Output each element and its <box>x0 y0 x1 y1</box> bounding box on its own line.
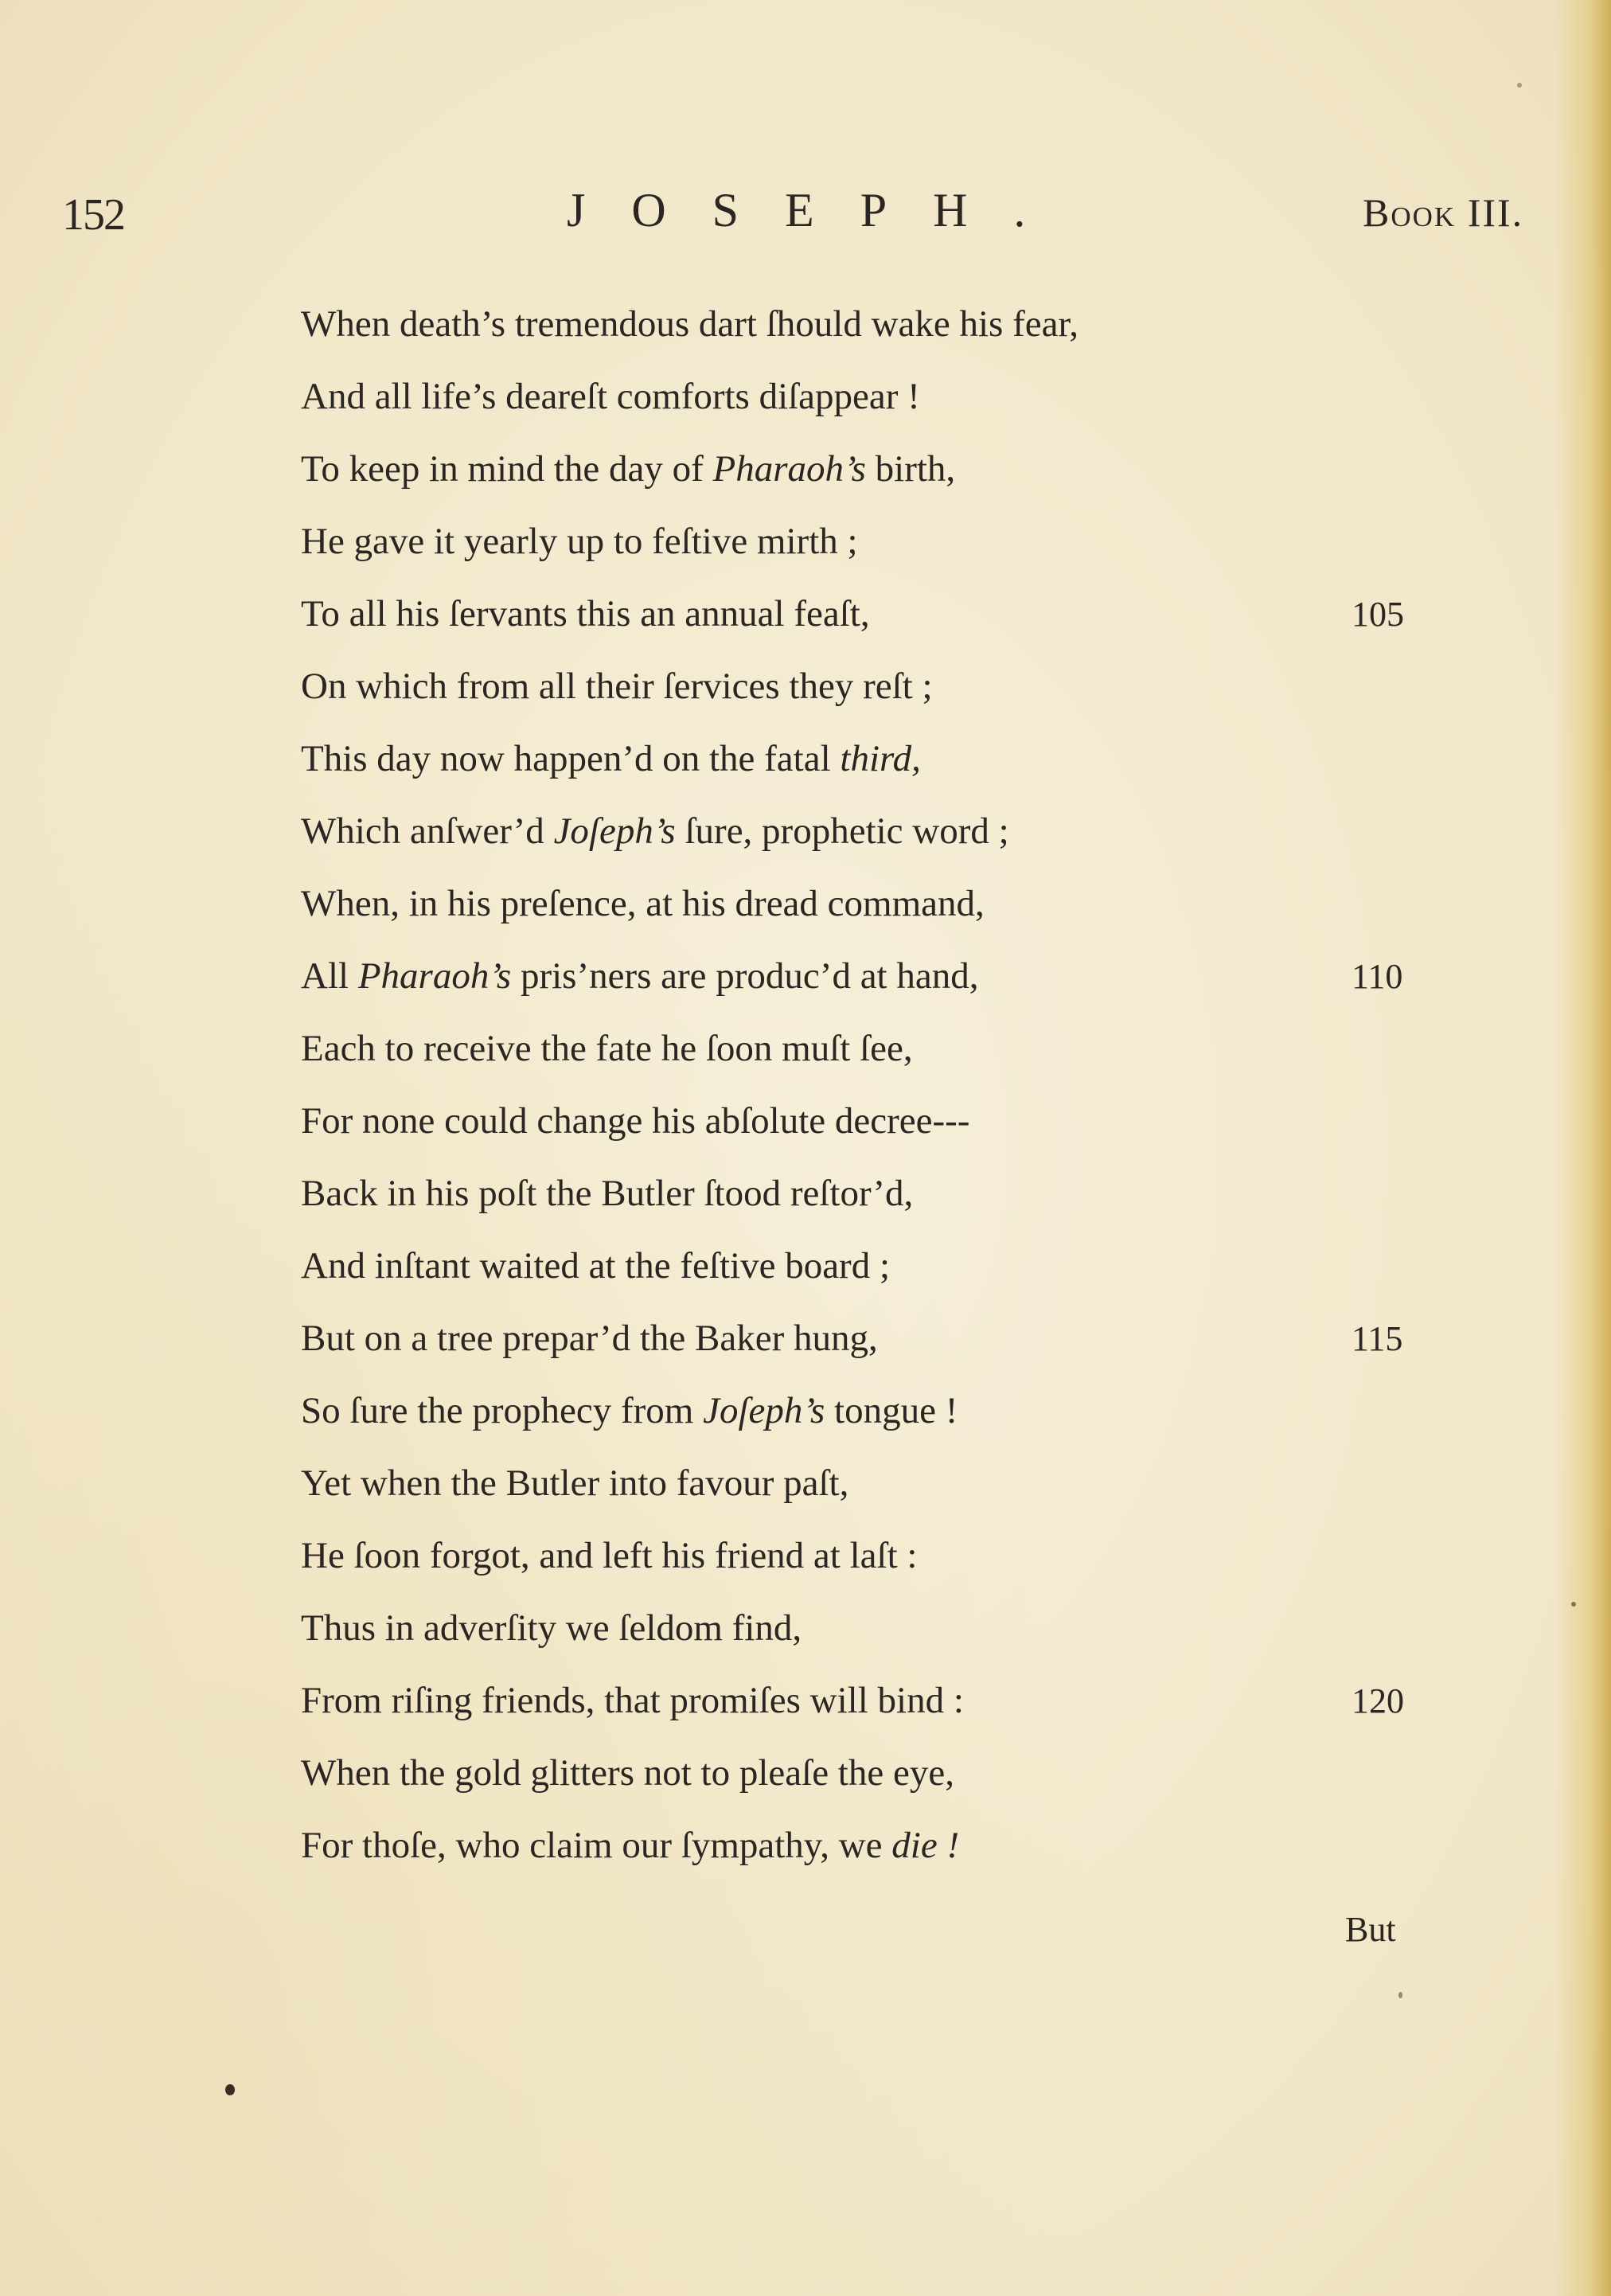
verse-text: Which anſwer’d <box>301 810 554 852</box>
verse-text: To keep in mind the day of <box>301 448 713 490</box>
verse-line <box>301 795 1367 868</box>
verse-line <box>301 1520 1367 1592</box>
verse-line <box>301 650 1367 723</box>
verse-line <box>301 1810 1367 1882</box>
verse-line <box>301 1447 1367 1520</box>
verse-line <box>301 361 1367 433</box>
verse-text: For none could change his abſolute decree--- <box>301 1100 970 1142</box>
page-number: 152 <box>62 190 124 240</box>
verse-line <box>301 868 1367 940</box>
verse-text: Back in his poſt the Butler ſtood reſtor’d, <box>301 1173 914 1214</box>
verse-text: He ſoon forgot, and left his friend at laſt : <box>301 1535 918 1576</box>
verse-text: From riſing friends, that promiſes will bind : <box>301 1680 964 1721</box>
verse-line <box>301 1375 1367 1447</box>
verse-italic-name: Pharaoh’s <box>357 955 512 997</box>
verse-line <box>301 1230 1367 1302</box>
verse-italic-name: Joſeph’s <box>553 810 676 852</box>
verse-text: pris’ners are produc’d at hand, <box>511 955 979 997</box>
running-title: JOSEPH. <box>567 184 1072 236</box>
verse-text: But on a tree prepar’d the Baker hung, <box>301 1318 878 1359</box>
catchword: But <box>1345 1910 1396 1949</box>
line-number: 105 <box>1352 595 1404 634</box>
verse-text: When the gold glitters not to pleaſe the eye, <box>301 1752 954 1794</box>
line-number: 115 <box>1352 1319 1403 1358</box>
verse-text: All <box>301 955 358 997</box>
verse-text: ſure, prophetic word ; <box>675 810 1009 852</box>
line-number: 120 <box>1352 1681 1404 1720</box>
paper-speck <box>1517 83 1522 88</box>
verse-text: tongue ! <box>825 1390 958 1431</box>
verse-text: And all life’s deareſt comforts diſappear ! <box>301 376 920 417</box>
page-edge-shading <box>1555 0 1611 2296</box>
verse-line <box>301 506 1367 578</box>
book-label <box>1363 189 1523 236</box>
verse-italic-name: die ! <box>891 1825 960 1866</box>
verse-line <box>301 723 1367 795</box>
verse-text: Each to receive the fate he ſoon muſt ſee, <box>301 1028 913 1069</box>
verse-text: He gave it yearly up to feſtive mirth ; <box>301 521 858 562</box>
verse-line <box>301 578 1404 650</box>
verse-line <box>301 1302 1403 1375</box>
verse-line <box>301 1592 1367 1665</box>
book-numeral: III. <box>1467 190 1524 235</box>
paper-speck <box>225 2084 235 2095</box>
page-header <box>0 183 1611 255</box>
verse-text: Thus in adverſity we ſeldom find, <box>301 1607 802 1649</box>
book-word: Book <box>1363 190 1457 235</box>
verse-text: So ſure the prophecy from <box>301 1390 704 1431</box>
verse-line <box>301 1085 1367 1158</box>
verse-line <box>301 1737 1367 1810</box>
poem-text <box>301 288 1404 1882</box>
verse-text: birth, <box>865 448 956 490</box>
verse-italic-name: Joſeph’s <box>703 1390 825 1431</box>
verse-italic-name: Pharaoh’s <box>712 448 866 490</box>
verse-text: When, in his preſence, at his dread command, <box>301 883 985 924</box>
verse-text: And inſtant waited at the feſtive board ; <box>301 1245 891 1287</box>
verse-italic-name: third, <box>840 738 921 779</box>
verse-text: Yet when the Butler into favour paſt, <box>301 1462 849 1504</box>
verse-text: On which from all their ſervices they reſt ; <box>301 666 933 707</box>
verse-text: This day now happen’d on the fatal <box>301 738 841 779</box>
line-number: 110 <box>1352 957 1403 996</box>
verse-line <box>301 288 1367 361</box>
paper-speck <box>1571 1602 1576 1607</box>
paper-speck <box>1398 1992 1402 1998</box>
verse-text: For thoſe, who claim our ſympathy, we <box>301 1825 892 1866</box>
verse-line <box>301 433 1367 506</box>
verse-line <box>301 1158 1367 1230</box>
verse-line <box>301 940 1403 1013</box>
verse-line <box>301 1665 1404 1737</box>
verse-text: To all his ſervants this an annual feaſt, <box>301 593 870 635</box>
verse-text: When death’s tremendous dart ſhould wake his fear, <box>301 303 1079 345</box>
verse-line <box>301 1013 1367 1085</box>
